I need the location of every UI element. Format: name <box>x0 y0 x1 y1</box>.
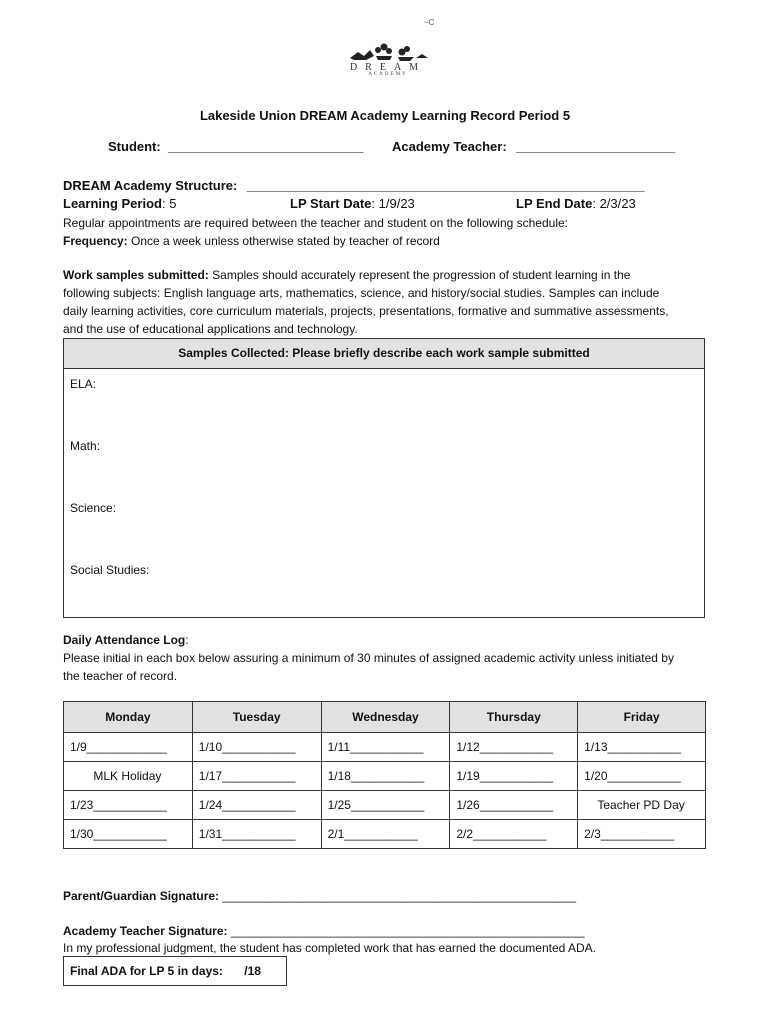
attendance-cell[interactable]: 1/18___________ <box>321 762 450 791</box>
parent-signature-line <box>63 889 576 903</box>
work-samples-line-1 <box>63 266 713 284</box>
attendance-cell[interactable]: 1/23___________ <box>64 791 193 820</box>
logo-subtitle: ACADEMY <box>368 72 408 77</box>
final-ada-label: Final ADA for LP 5 in days: <box>70 964 223 978</box>
work-samples-text-1: Samples should accurately represent the progression of student learning in the <box>208 268 631 282</box>
attendance-label: Daily Attendance Log <box>63 633 186 647</box>
attendance-table <box>63 701 706 849</box>
attendance-row <box>64 820 706 849</box>
attendance-cell[interactable]: 1/12___________ <box>450 733 578 762</box>
lp-start-value: : 1/9/23 <box>371 196 415 211</box>
attendance-cell[interactable]: 1/26___________ <box>450 791 578 820</box>
attendance-heading <box>63 631 189 649</box>
header-mark: ~C <box>424 18 435 27</box>
work-samples-line-4: and the use of educational applications and technology. <box>63 322 358 336</box>
judgment-statement: In my professional judgment, the student has completed work that has earned the documented ADA. <box>63 941 596 955</box>
attendance-colon: : <box>185 633 189 647</box>
teacher-signature-field[interactable]: _____________________________________________________ <box>230 924 585 938</box>
attendance-cell-pd-day: Teacher PD Day <box>578 791 706 820</box>
lp-end-value: : 2/3/23 <box>592 196 636 211</box>
parent-signature-field[interactable]: _____________________________________________________ <box>222 889 577 903</box>
attendance-header-row <box>64 702 706 733</box>
structure-field[interactable]: _______________________________________________________ <box>247 178 645 193</box>
structure-label: DREAM Academy Structure: <box>63 178 238 193</box>
academy-teacher-field[interactable]: ______________________ <box>516 139 676 154</box>
student-label: Student: <box>108 139 161 154</box>
attendance-cell[interactable]: 1/25___________ <box>321 791 450 820</box>
attendance-cell-holiday: MLK Holiday <box>64 762 193 791</box>
sample-ela-field[interactable]: ELA: <box>70 377 97 391</box>
work-samples-line-3: daily learning activities, core curriculum materials, projects, presentations, formative and summative assessments, <box>63 304 669 318</box>
work-samples-label: Work samples submitted: <box>63 268 209 282</box>
parent-signature-label: Parent/Guardian Signature: <box>63 889 220 903</box>
frequency-line <box>63 232 440 250</box>
teacher-signature-line <box>63 924 585 938</box>
page-title: Lakeside Union DREAM Academy Learning Record Period 5 <box>199 108 571 123</box>
lp-end-line <box>516 196 636 211</box>
learning-period-value: : 5 <box>161 196 177 211</box>
attendance-row <box>64 791 706 820</box>
logo-artwork <box>350 44 428 62</box>
attendance-row <box>64 733 706 762</box>
attendance-cell[interactable]: 1/9____________ <box>64 733 193 762</box>
teacher-signature-label: Academy Teacher Signature: <box>63 924 228 938</box>
logo-word: DREAM <box>349 62 427 73</box>
attendance-cell[interactable]: 2/1___________ <box>321 820 450 849</box>
attendance-cell[interactable]: 2/3___________ <box>578 820 706 849</box>
sample-math-field[interactable]: Math: <box>70 439 101 453</box>
samples-collected-header: Samples Collected: Please briefly describe each work sample submitted <box>64 339 704 369</box>
day-header-tuesday: Tuesday <box>192 702 321 733</box>
work-samples-paragraph <box>63 266 713 338</box>
student-field[interactable]: ___________________________ <box>168 139 364 154</box>
day-header-monday: Monday <box>64 702 193 733</box>
sample-science-field[interactable]: Science: <box>70 501 117 515</box>
attendance-instruction-2: the teacher of record. <box>63 669 178 683</box>
academy-teacher-label: Academy Teacher: <box>392 139 507 154</box>
work-samples-line-2: following subjects: English language arts, mathematics, science, and history/social studies. Samples can include <box>63 286 660 300</box>
attendance-cell[interactable]: 1/31___________ <box>192 820 321 849</box>
attendance-cell[interactable]: 1/30___________ <box>64 820 193 849</box>
lp-end-label: LP End Date <box>516 196 593 211</box>
attendance-cell[interactable]: 1/11___________ <box>321 733 450 762</box>
learning-period-label: Learning Period <box>63 196 162 211</box>
frequency-text: Once a week unless otherwise stated by teacher of record <box>127 234 440 248</box>
attendance-cell[interactable]: 1/13___________ <box>578 733 706 762</box>
attendance-cell[interactable]: 1/19___________ <box>450 762 578 791</box>
frequency-label: Frequency: <box>63 234 128 248</box>
final-ada-box <box>63 956 287 986</box>
attendance-cell[interactable]: 1/17___________ <box>192 762 321 791</box>
lp-start-line <box>290 196 415 211</box>
attendance-cell[interactable]: 1/10___________ <box>192 733 321 762</box>
attendance-cell[interactable]: 1/20___________ <box>578 762 706 791</box>
day-header-wednesday: Wednesday <box>321 702 450 733</box>
attendance-cell[interactable]: 2/2___________ <box>450 820 578 849</box>
day-header-friday: Friday <box>578 702 706 733</box>
attendance-cell[interactable]: 1/24___________ <box>192 791 321 820</box>
sample-social-studies-field[interactable]: Social Studies: <box>70 563 150 577</box>
samples-collected-box <box>63 338 705 618</box>
schedule-text: Regular appointments are required between the teacher and student on the following schedule: <box>63 216 569 230</box>
lp-start-label: LP Start Date <box>290 196 372 211</box>
day-header-thursday: Thursday <box>450 702 578 733</box>
attendance-row <box>64 762 706 791</box>
learning-period-line <box>63 196 176 211</box>
final-ada-value[interactable]: /18 <box>244 964 261 978</box>
attendance-instruction-1: Please initial in each box below assuring a minimum of 30 minutes of assigned academic activity unless initiated by <box>63 651 674 665</box>
